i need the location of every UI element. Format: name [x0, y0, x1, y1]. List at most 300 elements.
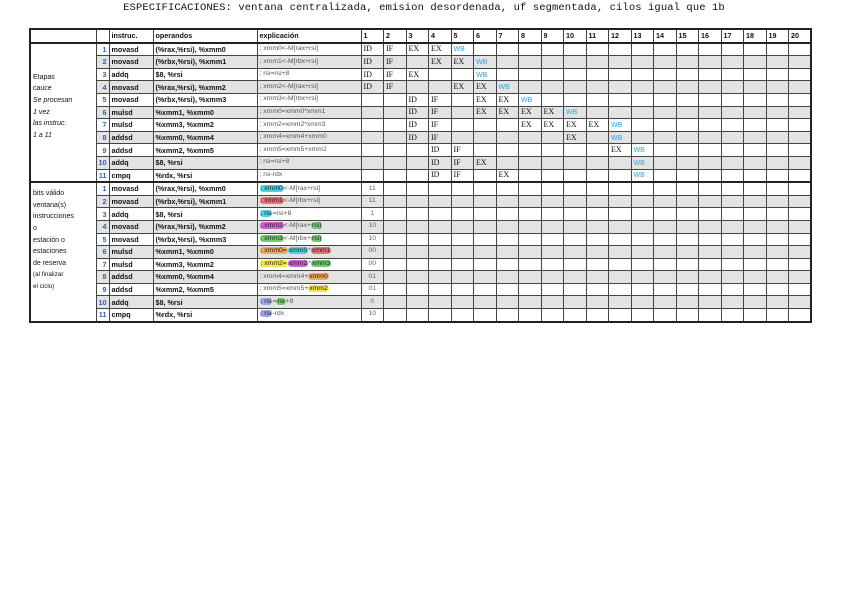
- cycle-cell: [361, 106, 384, 119]
- cycle-cell: [586, 43, 609, 56]
- cycle-cell: [609, 131, 632, 144]
- table-row: [30, 309, 811, 322]
- cycle-cell: [429, 208, 452, 221]
- group-label-line: [33, 165, 94, 177]
- cycle-cell: [721, 144, 744, 157]
- explanation-text: *: [308, 247, 311, 255]
- cycle-cell: [766, 220, 789, 233]
- cycle-cell: [721, 131, 744, 144]
- cycle-cell: [789, 220, 812, 233]
- cycle-cell: [384, 106, 407, 119]
- cycle-cell: [744, 81, 767, 94]
- stage-mark: WB: [633, 147, 645, 155]
- stage-mark: IF: [431, 94, 439, 104]
- cycle-cell: [429, 220, 452, 233]
- dependency-highlight: xmm0: [309, 272, 328, 280]
- group-label-bits: [30, 182, 96, 322]
- group-label-line: el ciclo): [33, 282, 55, 290]
- table-row: [30, 93, 811, 106]
- cycle-cell: [631, 233, 654, 246]
- cycle-cell: [496, 258, 519, 271]
- cycle-cell: [429, 119, 452, 132]
- cycle-cell: [429, 182, 452, 195]
- instruction-explanation: ; rsi=rsi+8: [257, 156, 361, 169]
- instruction-number: 4: [96, 220, 109, 233]
- cycle-cell: [474, 309, 497, 322]
- cycle-cell: [541, 119, 564, 132]
- instruction-operands: %rdx, %rsi: [153, 169, 257, 182]
- cycle-cell: [699, 93, 722, 106]
- cycle-cell: [384, 246, 407, 259]
- header-instr: instruc.: [109, 29, 153, 43]
- cycle-cell: [699, 119, 722, 132]
- cycle-cell: [564, 271, 587, 284]
- cycle-cell: [654, 233, 677, 246]
- cycle-cell: [564, 144, 587, 157]
- dependency-highlight: xmm1: [311, 247, 331, 255]
- table-row: [30, 182, 811, 195]
- cycle-cell: [406, 296, 429, 309]
- cycle-cell: [406, 271, 429, 284]
- cycle-cell: [429, 258, 452, 271]
- header-cycle: 9: [541, 29, 564, 43]
- stage-mark: EX: [476, 107, 487, 117]
- instruction-explanation: [257, 220, 361, 233]
- group-label-line: (al finalizar: [33, 271, 64, 279]
- explanation-text: ; xmm4=xmm4+: [259, 272, 309, 280]
- cycle-cell: [429, 246, 452, 259]
- cycle-cell: [474, 68, 497, 81]
- instruction-operands: %rdx, %rsi: [153, 309, 257, 322]
- pipeline-table: [29, 28, 812, 323]
- cycle-cell: [541, 93, 564, 106]
- stage-mark: ID: [408, 132, 417, 142]
- cycle-cell: [384, 156, 407, 169]
- explanation-text: *: [308, 260, 311, 268]
- instruction-operands: %xmm3, %xmm2: [153, 119, 257, 132]
- group-label-line: 1 vez: [33, 108, 50, 116]
- stage-mark: ID: [408, 119, 417, 129]
- cycle-cell: [564, 119, 587, 132]
- cycle-cell: [564, 56, 587, 69]
- instruction-number: 5: [96, 233, 109, 246]
- cycle-cell: [789, 144, 812, 157]
- valid-bits: 00: [361, 246, 384, 259]
- cycle-cell: [429, 283, 452, 296]
- dependency-highlight: xmm0: [288, 247, 308, 255]
- cycle-cell: [564, 233, 587, 246]
- cycle-cell: [474, 246, 497, 259]
- dependency-highlight: ; xmm0: [260, 184, 283, 192]
- instruction-operands: (%rbx,%rsi), %xmm3: [153, 233, 257, 246]
- table-row: [30, 258, 811, 271]
- cycle-cell: [429, 81, 452, 94]
- cycle-cell: [564, 169, 587, 182]
- stage-mark: ID: [363, 56, 372, 66]
- cycle-cell: [654, 144, 677, 157]
- cycle-cell: [406, 309, 429, 322]
- cycle-cell: [654, 169, 677, 182]
- cycle-cell: [519, 208, 542, 221]
- cycle-cell: [451, 156, 474, 169]
- cycle-cell: [474, 131, 497, 144]
- cycle-cell: [519, 144, 542, 157]
- cycle-cell: [586, 195, 609, 208]
- cycle-cell: [564, 258, 587, 271]
- cycle-cell: [474, 283, 497, 296]
- group-label-line: bits válido: [33, 190, 65, 198]
- stage-mark: IF: [453, 170, 461, 180]
- cycle-cell: [451, 233, 474, 246]
- instruction-operands: (%rbx,%rsi), %xmm1: [153, 195, 257, 208]
- cycle-cell: [654, 309, 677, 322]
- header-cycle: 5: [451, 29, 474, 43]
- cycle-cell: [789, 169, 812, 182]
- cycle-cell: [721, 233, 744, 246]
- table-row: [30, 43, 811, 56]
- instruction-operands: %xmm2, %xmm5: [153, 144, 257, 157]
- group-label-line: estación o: [33, 236, 65, 244]
- cycle-cell: [721, 68, 744, 81]
- cycle-cell: [744, 296, 767, 309]
- instruction-explanation: ; rsi-rdx: [257, 169, 361, 182]
- explanation-text: ; xmm5=xmm5+: [259, 285, 309, 293]
- cycle-cell: [451, 144, 474, 157]
- cycle-cell: [631, 106, 654, 119]
- page-title: ESPECIFICACIONES: ventana centralizada, emision desordenada, uf segmentada, cilos igual que 1b: [123, 2, 725, 14]
- header-cycle: 4: [429, 29, 452, 43]
- dependency-highlight: ; xmm3: [260, 234, 283, 242]
- cycle-cell: [699, 258, 722, 271]
- cycle-cell: [789, 68, 812, 81]
- instruction-explanation: [257, 182, 361, 195]
- cycle-cell: [541, 208, 564, 221]
- cycle-cell: [789, 208, 812, 221]
- instruction-number: 10: [96, 296, 109, 309]
- valid-bits: 0: [361, 296, 384, 309]
- cycle-cell: [564, 208, 587, 221]
- cycle-cell: [429, 131, 452, 144]
- cycle-cell: [631, 182, 654, 195]
- cycle-cell: [744, 220, 767, 233]
- header-cycle: 2: [384, 29, 407, 43]
- instruction-explanation: ; xmm3<-M[rbx+rsi]: [257, 93, 361, 106]
- group-label-line: instrucciones: [33, 213, 74, 221]
- dependency-highlight: ; xmm2: [260, 222, 283, 230]
- cycle-cell: [699, 309, 722, 322]
- cycle-cell: [699, 233, 722, 246]
- cycle-cell: [766, 208, 789, 221]
- stage-mark: ID: [431, 145, 440, 155]
- cycle-cell: [609, 271, 632, 284]
- cycle-cell: [609, 195, 632, 208]
- cycle-cell: [384, 195, 407, 208]
- cycle-cell: [699, 131, 722, 144]
- cycle-cell: [496, 131, 519, 144]
- cycle-cell: [721, 220, 744, 233]
- cycle-cell: [766, 246, 789, 259]
- cycle-cell: [609, 56, 632, 69]
- cycle-cell: [654, 271, 677, 284]
- cycle-cell: [406, 93, 429, 106]
- instruction-mnemonic: addq: [109, 296, 153, 309]
- cycle-cell: [384, 208, 407, 221]
- cycle-cell: [586, 283, 609, 296]
- stage-mark: IF: [386, 56, 394, 66]
- cycle-cell: [406, 195, 429, 208]
- dependency-highlight: ; xmm2=: [260, 260, 287, 268]
- cycle-cell: [699, 68, 722, 81]
- explanation-text: <-M[rax+rsi]: [283, 184, 321, 192]
- instruction-explanation: ; xmm0<-M[rax+rsi]: [257, 43, 361, 56]
- group-label-line: [33, 49, 94, 61]
- cycle-cell: [699, 208, 722, 221]
- cycle-cell: [654, 246, 677, 259]
- stage-mark: WB: [611, 134, 623, 142]
- cycle-cell: [654, 106, 677, 119]
- instruction-number: 7: [96, 119, 109, 132]
- cycle-cell: [406, 119, 429, 132]
- cycle-cell: [406, 283, 429, 296]
- instruction-operands: (%rbx,%rsi), %xmm1: [153, 56, 257, 69]
- dependency-highlight: ; rsi: [260, 297, 272, 305]
- cycle-cell: [699, 283, 722, 296]
- instruction-explanation: [257, 296, 361, 309]
- explanation-text: +8: [285, 297, 294, 305]
- cycle-cell: [361, 156, 384, 169]
- cycle-cell: [519, 119, 542, 132]
- group-label-line: las instruc.: [33, 120, 67, 128]
- stage-mark: IF: [386, 69, 394, 79]
- instruction-mnemonic: movasd: [109, 93, 153, 106]
- cycle-cell: [451, 246, 474, 259]
- cycle-cell: [721, 258, 744, 271]
- cycle-cell: [744, 93, 767, 106]
- table-row: [30, 144, 811, 157]
- cycle-cell: [519, 246, 542, 259]
- instruction-explanation: [257, 283, 361, 296]
- stage-mark: ID: [363, 69, 372, 79]
- section-stages: [30, 43, 811, 183]
- cycle-cell: [519, 182, 542, 195]
- cycle-cell: [721, 195, 744, 208]
- cycle-cell: [744, 144, 767, 157]
- cycle-cell: [676, 246, 699, 259]
- cycle-cell: [429, 296, 452, 309]
- cycle-cell: [609, 68, 632, 81]
- cycle-cell: [766, 93, 789, 106]
- cycle-cell: [586, 56, 609, 69]
- explanation-text: <-M[rax+: [283, 222, 311, 230]
- cycle-cell: [586, 93, 609, 106]
- cycle-cell: [519, 296, 542, 309]
- cycle-cell: [496, 309, 519, 322]
- stage-mark: EX: [476, 94, 487, 104]
- table-row: [30, 68, 811, 81]
- stage-mark: WB: [611, 121, 623, 129]
- dependency-highlight: xmm2: [309, 285, 328, 293]
- cycle-cell: [451, 169, 474, 182]
- instruction-number: 3: [96, 68, 109, 81]
- cycle-cell: [676, 182, 699, 195]
- cycle-cell: [406, 56, 429, 69]
- dependency-highlight: ; xmm1: [260, 197, 283, 205]
- cycle-cell: [361, 68, 384, 81]
- header-cycle: 11: [586, 29, 609, 43]
- valid-bits: 11: [361, 182, 384, 195]
- table-row: [30, 233, 811, 246]
- cycle-cell: [631, 271, 654, 284]
- instruction-number: 6: [96, 106, 109, 119]
- cycle-cell: [654, 182, 677, 195]
- stage-mark: IF: [386, 44, 394, 54]
- cycle-cell: [519, 220, 542, 233]
- stage-mark: EX: [521, 107, 532, 117]
- cycle-cell: [429, 233, 452, 246]
- cycle-cell: [541, 169, 564, 182]
- stage-mark: IF: [386, 82, 394, 92]
- instruction-explanation: [257, 309, 361, 322]
- cycle-cell: [451, 68, 474, 81]
- instruction-operands: %xmm1, %xmm0: [153, 106, 257, 119]
- instruction-number: 1: [96, 182, 109, 195]
- cycle-cell: [564, 309, 587, 322]
- cycle-cell: [721, 296, 744, 309]
- cycle-cell: [361, 119, 384, 132]
- cycle-cell: [474, 106, 497, 119]
- cycle-cell: [474, 271, 497, 284]
- stage-mark: ID: [431, 157, 440, 167]
- cycle-cell: [789, 93, 812, 106]
- cycle-cell: [654, 296, 677, 309]
- table-row: [30, 156, 811, 169]
- stage-mark: EX: [408, 44, 420, 54]
- stage-mark: EX: [543, 119, 555, 129]
- group-label-line: [33, 304, 94, 316]
- cycle-cell: [654, 119, 677, 132]
- header-cycle: 15: [676, 29, 699, 43]
- cycle-cell: [789, 233, 812, 246]
- cycle-cell: [474, 119, 497, 132]
- stage-mark: WB: [633, 159, 645, 167]
- cycle-cell: [429, 43, 452, 56]
- table-row: [30, 246, 811, 259]
- instruction-operands: %xmm0, %xmm4: [153, 131, 257, 144]
- cycle-cell: [789, 56, 812, 69]
- header-cycle: 20: [789, 29, 812, 43]
- cycle-cell: [676, 119, 699, 132]
- cycle-cell: [721, 283, 744, 296]
- cycle-cell: [676, 156, 699, 169]
- stage-mark: ID: [363, 44, 372, 54]
- cycle-cell: [721, 56, 744, 69]
- cycle-cell: [541, 309, 564, 322]
- cycle-cell: [721, 106, 744, 119]
- table-row: [30, 119, 811, 132]
- cycle-cell: [474, 56, 497, 69]
- cycle-cell: [609, 81, 632, 94]
- cycle-cell: [406, 156, 429, 169]
- table-row: [30, 283, 811, 296]
- cycle-cell: [766, 296, 789, 309]
- cycle-cell: [609, 156, 632, 169]
- stage-mark: EX: [566, 119, 577, 129]
- cycle-cell: [564, 182, 587, 195]
- cycle-cell: [586, 156, 609, 169]
- cycle-cell: [766, 283, 789, 296]
- cycle-cell: [654, 156, 677, 169]
- table-row: [30, 106, 811, 119]
- cycle-cell: [496, 68, 519, 81]
- valid-bits: 1: [361, 208, 384, 221]
- cycle-cell: [654, 56, 677, 69]
- cycle-cell: [384, 309, 407, 322]
- cycle-cell: [609, 43, 632, 56]
- stage-mark: ID: [408, 94, 417, 104]
- cycle-cell: [496, 169, 519, 182]
- cycle-cell: [451, 258, 474, 271]
- cycle-cell: [519, 233, 542, 246]
- cycle-cell: [789, 156, 812, 169]
- cycle-cell: [766, 144, 789, 157]
- cycle-cell: [654, 93, 677, 106]
- group-label-line: ventana(s): [33, 201, 67, 209]
- stage-mark: WB: [521, 96, 533, 104]
- instruction-explanation: ; xmm2<-M[rax+rsi]: [257, 81, 361, 94]
- cycle-cell: [474, 169, 497, 182]
- cycle-cell: [361, 43, 384, 56]
- cycle-cell: [406, 233, 429, 246]
- cycle-cell: [451, 309, 474, 322]
- cycle-cell: [744, 169, 767, 182]
- cycle-cell: [429, 93, 452, 106]
- cycle-cell: [451, 106, 474, 119]
- cycle-cell: [721, 93, 744, 106]
- instruction-operands: %xmm0, %xmm4: [153, 271, 257, 284]
- cycle-cell: [496, 208, 519, 221]
- cycle-cell: [766, 68, 789, 81]
- instruction-number: 9: [96, 144, 109, 157]
- instruction-explanation: [257, 208, 361, 221]
- cycle-cell: [744, 119, 767, 132]
- cycle-cell: [766, 169, 789, 182]
- cycle-cell: [564, 195, 587, 208]
- cycle-cell: [541, 246, 564, 259]
- cycle-cell: [406, 182, 429, 195]
- cycle-cell: [541, 195, 564, 208]
- instruction-number: 3: [96, 208, 109, 221]
- instruction-mnemonic: cmpq: [109, 169, 153, 182]
- cycle-cell: [789, 119, 812, 132]
- table-row: [30, 208, 811, 221]
- cycle-cell: [361, 169, 384, 182]
- cycle-cell: [451, 43, 474, 56]
- cycle-cell: [699, 144, 722, 157]
- cycle-cell: [721, 156, 744, 169]
- cycle-cell: [384, 169, 407, 182]
- cycle-cell: [676, 144, 699, 157]
- stage-mark: WB: [633, 172, 645, 180]
- cycle-cell: [609, 144, 632, 157]
- cycle-cell: [631, 68, 654, 81]
- table-row: [30, 195, 811, 208]
- cycle-cell: [699, 81, 722, 94]
- group-label-line: [33, 153, 94, 165]
- instruction-mnemonic: mulsd: [109, 106, 153, 119]
- cycle-cell: [429, 156, 452, 169]
- cycle-cell: [744, 309, 767, 322]
- cycle-cell: [789, 106, 812, 119]
